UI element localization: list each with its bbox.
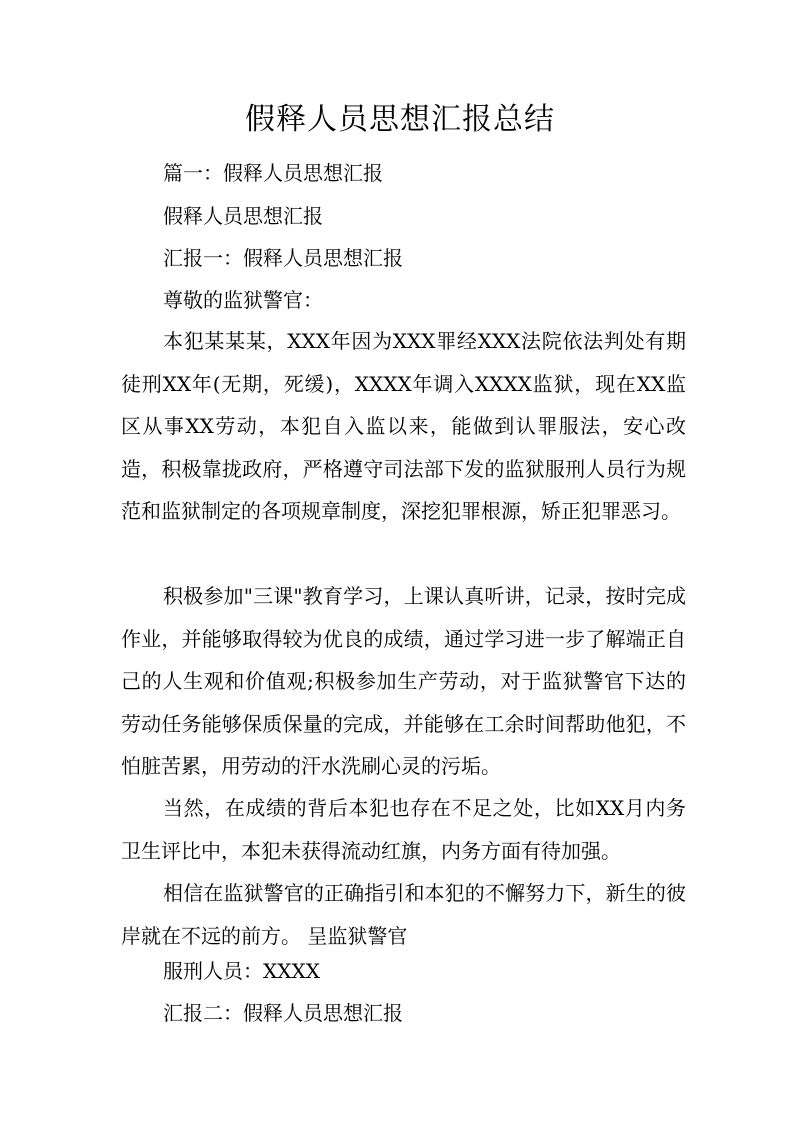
paragraph-2: 积极参加"三课"教育学习，上课认真听讲，记录，按时完成作业，并能够取得较为优良的成绩，通过学习进一步了解端正自己的人生观和价值观;积极参加生产劳动，对于监狱警官下达的劳动任务能够保质保量的完成，并能够在工余时间帮助他犯，不怕脏苦累，用劳动的汗水洗刷心灵的污垢。 bbox=[121, 584, 686, 778]
signature: 服刑人员：XXXX bbox=[163, 959, 320, 983]
paragraph-4: 相信在监狱警官的正确指引和本犯的不懈努力下，新生的彼岸就在不远的前方。 呈监狱警官 bbox=[121, 881, 686, 948]
document-title: 假释人员思想汇报总结 bbox=[245, 102, 555, 137]
section-heading: 篇一：假释人员思想汇报 bbox=[163, 161, 383, 185]
paragraph-3: 当然，在成绩的背后本犯也存在不足之处，比如XX月内务卫生评比中，本犯未获得流动红旗，内务方面有待加强。 bbox=[121, 796, 686, 863]
report-one-heading: 汇报一：假释人员思想汇报 bbox=[163, 246, 403, 270]
paragraph-1: 本犯某某某，XXX年因为XXX罪经XXX法院依法判处有期徒刑XX年(无期，死缓)，XXXX年调入XXXX监狱，现在XX监区从事XX劳动，本犯自入监以来，能做到认罪服法，安心改造，积极靠拢政府，严格遵守司法部下发的监狱服刑人员行为规范和监狱制定的各项规章制度，深挖犯罪根源，矫正犯罪恶习。 bbox=[121, 329, 686, 523]
salutation: 尊敬的监狱警官： bbox=[163, 288, 323, 312]
subtitle: 假释人员思想汇报 bbox=[163, 204, 323, 228]
report-two-heading: 汇报二：假释人员思想汇报 bbox=[163, 1001, 403, 1025]
